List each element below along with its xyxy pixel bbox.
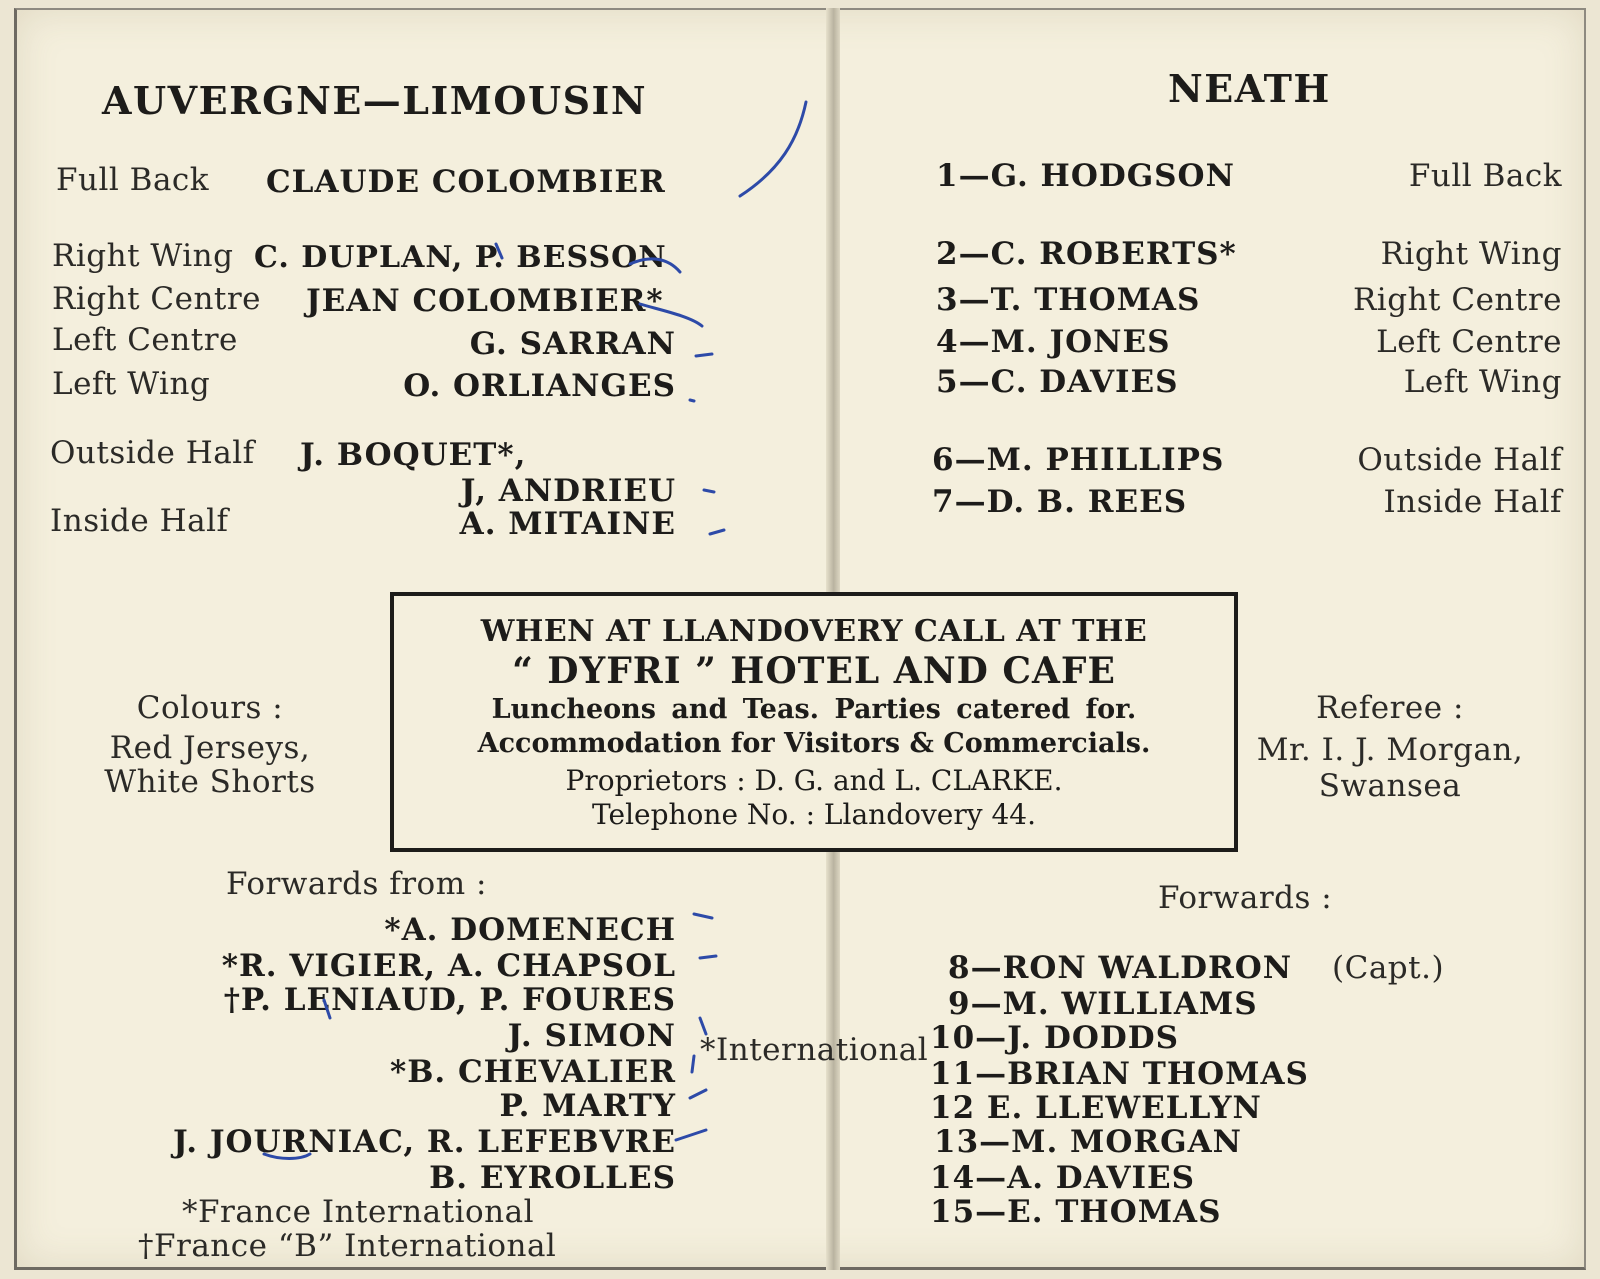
right-forward-15: 15—E. THOMAS	[930, 1194, 1222, 1230]
left-forward-2: *R. VIGIER, A. CHAPSOL	[221, 948, 676, 984]
advert-line-2: “ DYFRI ” HOTEL AND CAFE	[512, 650, 1116, 692]
right-forward-10: 10—J. DODDS	[930, 1020, 1180, 1056]
left-player-left-centre: G. SARRAN	[469, 326, 676, 362]
right-position-5: Left Wing	[1403, 364, 1562, 400]
right-player-5: 5—C. DAVIES	[936, 364, 1179, 400]
right-player-6: 6—M. PHILLIPS	[932, 442, 1225, 478]
right-position-2: Right Wing	[1380, 236, 1562, 272]
left-player-right-centre: JEAN COLOMBIER*	[306, 283, 664, 319]
right-position-6: Outside Half	[1357, 442, 1562, 478]
left-forward-5: *B. CHEVALIER	[390, 1054, 676, 1090]
right-position-7: Inside Half	[1383, 484, 1562, 520]
left-position-inside-half: Inside Half	[50, 503, 229, 539]
right-player-7: 7—D. B. REES	[932, 484, 1188, 520]
left-forward-1: *A. DOMENECH	[384, 912, 676, 948]
left-player-outside-half: J. BOQUET*,	[300, 437, 527, 473]
right-forward-13: 13—M. MORGAN	[934, 1124, 1242, 1160]
colours-line-2: White Shorts	[104, 764, 316, 800]
colours-label: Colours :	[136, 690, 284, 726]
right-position-3: Right Centre	[1352, 282, 1562, 318]
referee-line-2: Swansea	[1318, 768, 1462, 804]
right-position-4: Left Centre	[1376, 324, 1562, 360]
right-player-4: 4—M. JONES	[936, 324, 1171, 360]
right-position-1: Full Back	[1408, 158, 1562, 194]
advert-line-3: Luncheons and Teas. Parties catered for.	[491, 694, 1137, 725]
left-player-inside-half: A. MITAINE	[459, 506, 676, 542]
referee-line-1: Mr. I. J. Morgan,	[1256, 732, 1524, 768]
colours-line-1: Red Jerseys,	[109, 730, 311, 766]
left-player-full-back: CLAUDE COLOMBIER	[266, 164, 666, 200]
international-note: *International	[700, 1032, 929, 1068]
right-player-1: 1—G. HODGSON	[936, 158, 1235, 194]
left-position-full-back: Full Back	[56, 162, 210, 198]
left-forward-7: J. JOURNIAC, R. LEFEBVRE	[173, 1124, 676, 1160]
left-team-title: AUVERGNE—LIMOUSIN	[102, 78, 648, 123]
left-forward-4: J. SIMON	[507, 1018, 676, 1054]
left-position-left-centre: Left Centre	[52, 322, 238, 358]
right-forwards-label: Forwards :	[1158, 880, 1333, 916]
advert-line-4: Accommodation for Visitors & Commercials.	[477, 728, 1151, 759]
right-forward-14: 14—A. DAVIES	[930, 1160, 1196, 1196]
right-forward-8: 8—RON WALDRON	[948, 950, 1293, 986]
referee-label: Referee :	[1316, 690, 1464, 726]
captain-note: (Capt.)	[1332, 950, 1445, 986]
left-position-right-wing: Right Wing	[52, 238, 234, 274]
footnote-france-b-international: †France “B” International	[138, 1228, 557, 1264]
advert-line-6: Telephone No. : Llandovery 44.	[592, 798, 1036, 831]
left-forward-8: B. EYROLLES	[429, 1160, 676, 1196]
left-forward-3: †P. LENIAUD, P. FOURES	[223, 982, 676, 1018]
left-forward-6: P. MARTY	[499, 1088, 676, 1124]
advert-line-5: Proprietors : D. G. and L. CLARKE.	[565, 764, 1063, 797]
right-forward-11: 11—BRIAN THOMAS	[930, 1056, 1309, 1092]
left-position-outside-half: Outside Half	[50, 435, 255, 471]
advert-line-1: WHEN AT LLANDOVERY CALL AT THE	[480, 614, 1148, 649]
left-position-left-wing: Left Wing	[52, 366, 211, 402]
left-player-outside-half-alt: J, ANDRIEU	[460, 473, 676, 509]
left-player-right-wing: C. DUPLAN, P. BESSON	[254, 240, 667, 275]
right-forward-9: 9—M. WILLIAMS	[948, 986, 1258, 1022]
right-team-title: NEATH	[1168, 66, 1331, 111]
left-player-left-wing: O. ORLIANGES	[403, 368, 676, 404]
left-position-right-centre: Right Centre	[52, 281, 262, 317]
footnote-france-international: *France International	[182, 1194, 535, 1230]
right-player-2: 2—C. ROBERTS*	[936, 236, 1237, 272]
left-forwards-label: Forwards from :	[226, 866, 487, 902]
right-forward-12: 12 E. LLEWELLYN	[930, 1090, 1262, 1126]
right-player-3: 3—T. THOMAS	[936, 282, 1201, 318]
